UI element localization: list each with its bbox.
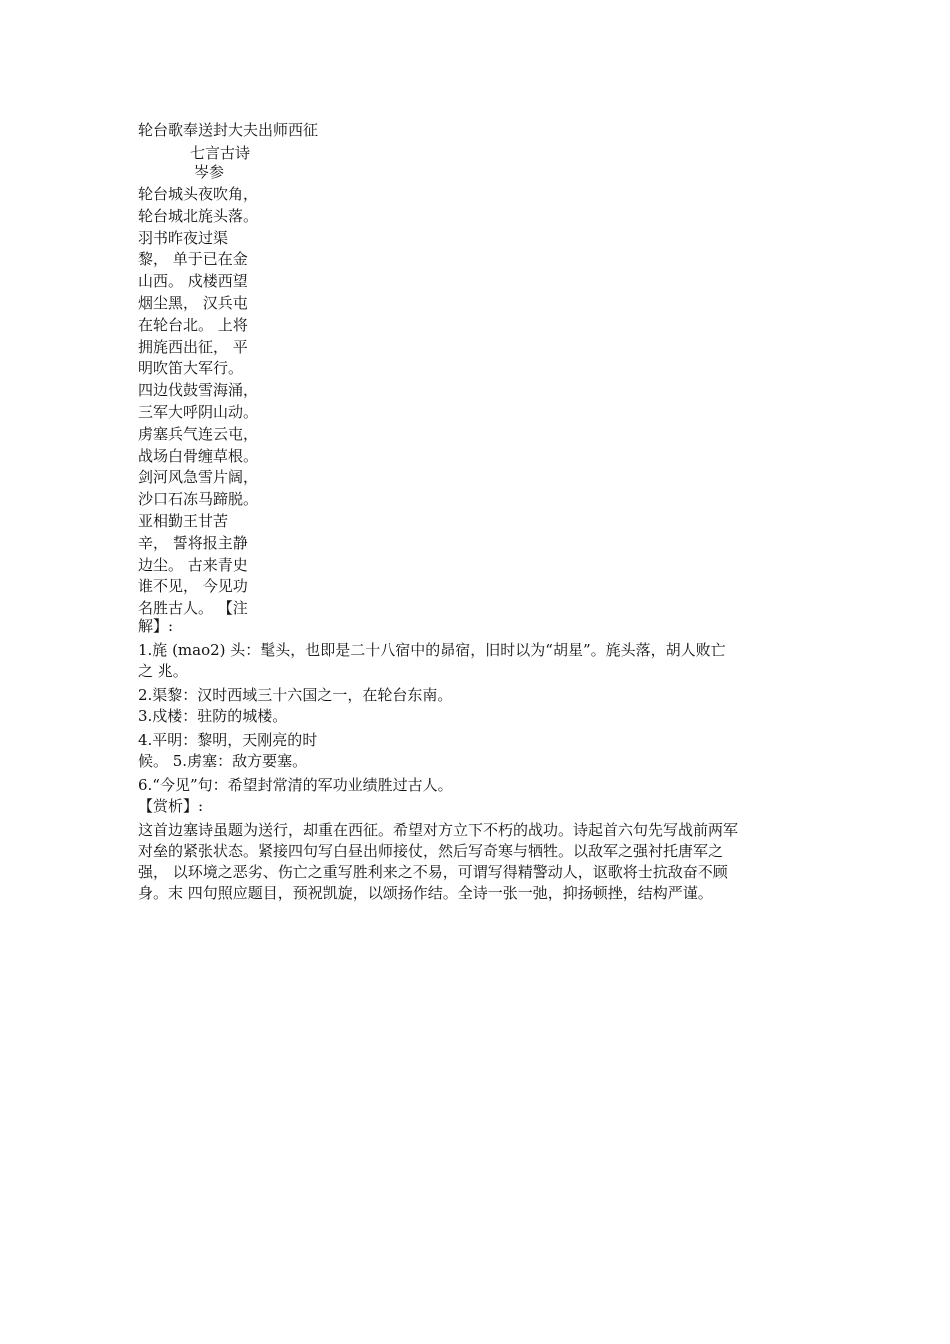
poem-line: 烟尘黑， 汉兵屯 [138, 293, 248, 312]
poem-line: 名胜古人。 【注 [138, 599, 248, 618]
note-item: 4.平明：黎明，天刚亮的时 [138, 731, 318, 749]
poem-line: 轮台城头夜吹角， [138, 185, 259, 203]
poem-line: 谁不见， 今见功 [138, 577, 248, 596]
note-item: 6.“今见”句：希望封常清的军功业绩胜过古人。 [138, 776, 453, 794]
poem-line: 轮台城北旄头落。 [138, 206, 259, 225]
note-item: 1.旄 (mao2) 头：髦头，也即是二十八宿中的昴宿，旧时以为“胡星”。旄头落，胡人败亡 [138, 641, 726, 659]
poem-line: 战场白骨缠草根。 [138, 446, 259, 465]
poem-line: 山西。 戍楼西望 [138, 272, 248, 291]
analysis-line: 强， 以环境之恶劣、伤亡之重写胜利来之不易，可谓写得精警动人，讴歌将士抗敌奋不顾 [138, 863, 728, 881]
poem-line: 拥旄西出征， 平 [138, 337, 248, 356]
poem-line: 虏塞兵气连云屯， [138, 424, 259, 443]
poem-line: 明吹笛大军行。 [138, 359, 244, 378]
analysis-line: 对垒的紧张状态。紧接四句写白昼出师接仗，然后写奇寒与牺牲。以敌军之强衬托唐军之 [138, 842, 724, 860]
poem-line: 沙口石冻马蹄脱。 [138, 490, 259, 509]
note-item: 3.戍楼：驻防的城楼。 [138, 707, 288, 725]
note-item: 候。 5.虏塞：敌方要塞。 [138, 752, 308, 770]
poem-line: 四边伐鼓雪海涌， [138, 381, 259, 400]
poem-genre: 七言古诗 [190, 144, 251, 162]
analysis-line: 身。末 四句照应题目，预祝凯旋，以颂扬作结。全诗一张一弛，抑扬顿挫，结构严谨。 [138, 884, 713, 902]
poem-line: 羽书昨夜过渠 [138, 228, 229, 247]
poem-author: 岑参 [194, 163, 225, 181]
poem-line: 边尘。 古来青史 [138, 555, 248, 574]
poem-body [138, 184, 278, 620]
poem-line: 黎， 单于已在金 [138, 250, 248, 269]
note-item: 之 兆。 [138, 662, 188, 680]
poem-line: 辛， 誓将报主静 [138, 533, 248, 552]
poem-line: 亚相勤王甘苦 [138, 511, 229, 530]
poem-line: 在轮台北。 上将 [138, 315, 248, 334]
analysis-heading: 【赏析】: [138, 797, 204, 815]
notes-section [138, 616, 818, 904]
poem-title: 轮台歌奉送封大夫出师西征 [138, 121, 319, 139]
note-item: 2.渠黎：汉时西域三十六国之一，在轮台东南。 [138, 686, 453, 704]
notes-heading: 解】: [138, 617, 174, 635]
poem-line: 剑河风急雪片阔， [138, 468, 259, 487]
poem-line: 三军大呼阴山动。 [138, 402, 259, 421]
analysis-line: 这首边塞诗虽题为送行，却重在西征。希望对方立下不朽的战功。诗起首六句先写战前两军 [138, 821, 739, 839]
